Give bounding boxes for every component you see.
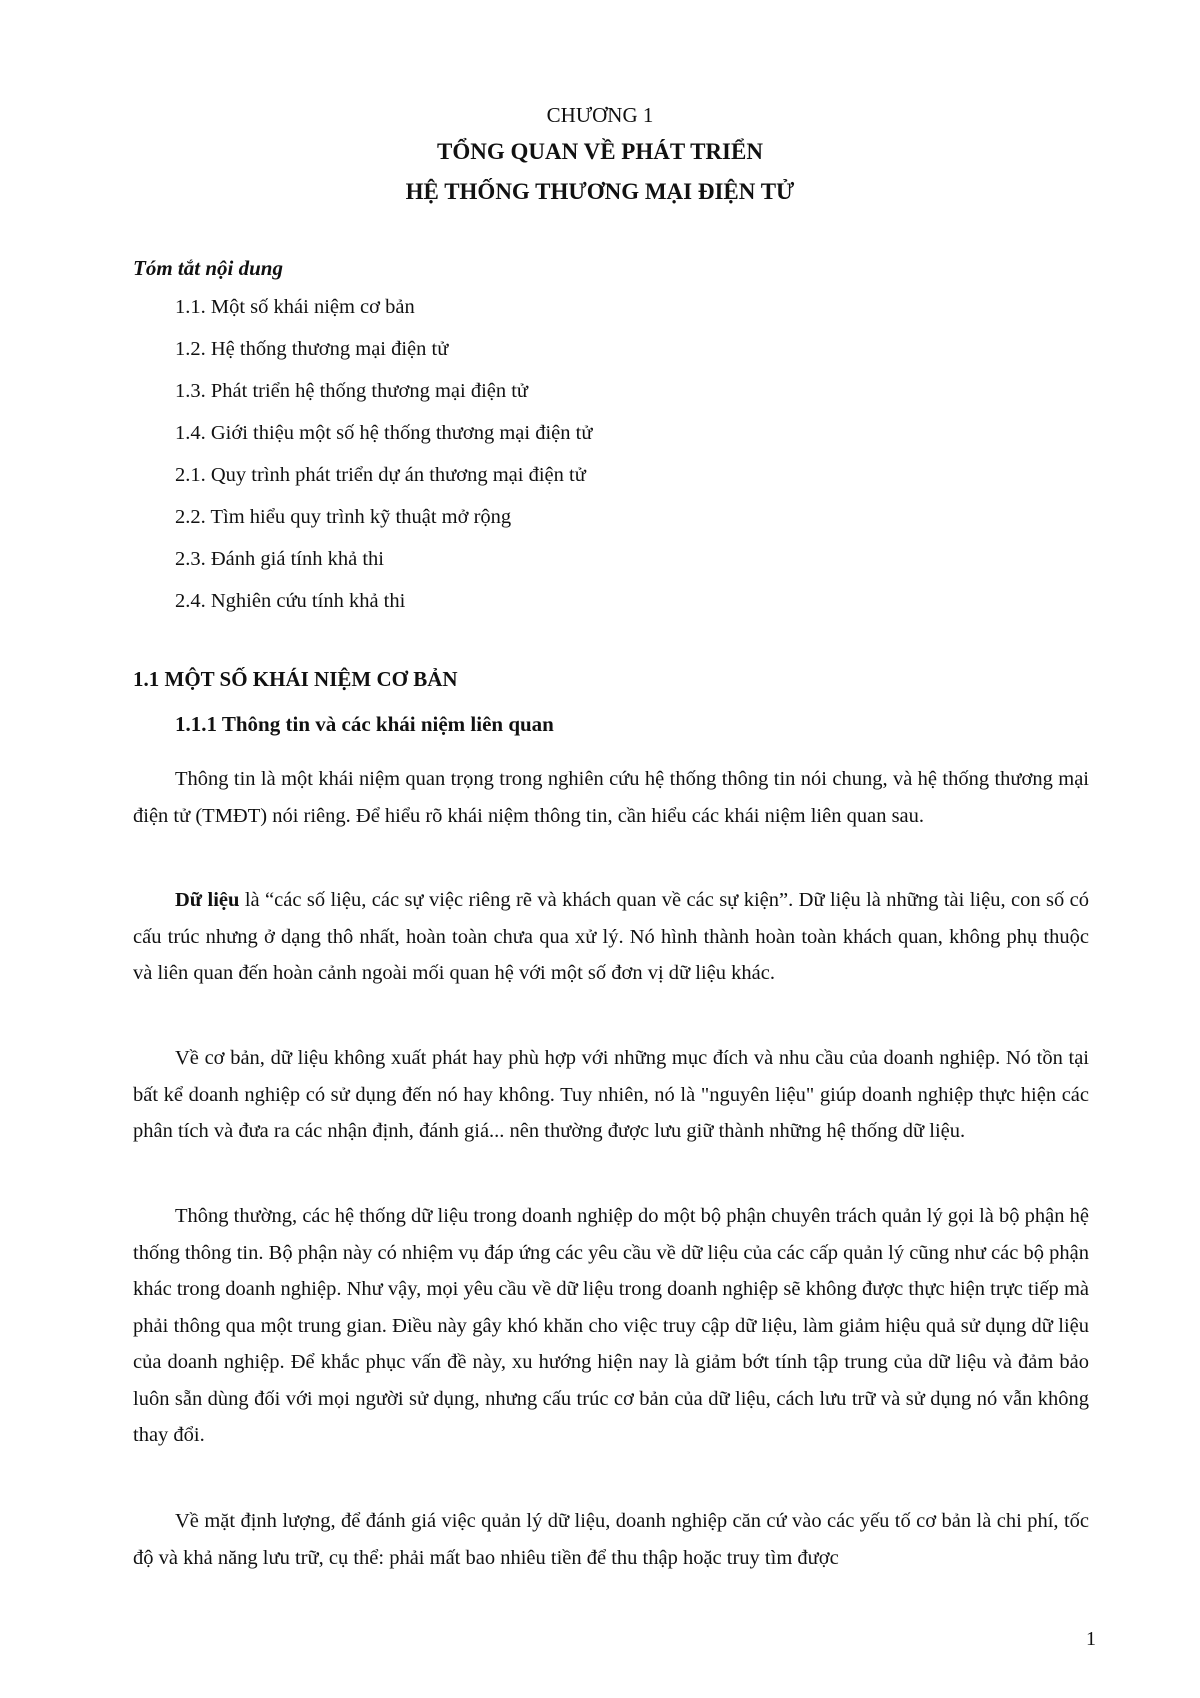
chapter-title-line-1: TỔNG QUAN VỀ PHÁT TRIỂN	[437, 139, 763, 164]
summary-item: 2.4. Nghiên cứu tính khả thi	[175, 590, 406, 612]
term-data: Dữ liệu	[175, 889, 240, 911]
paragraph-data-systems: Thông thường, các hệ thống dữ liệu trong doanh nghiệp do một bộ phận chuyên trách quản lý gọi là bộ phận hệ thống thông tin. Bộ phận này có nhiệm vụ đáp ứng các yêu cầu về dữ liệu của các cấp quản lý cũng như các bộ phận khác trong doanh nghiệp. Như vậy, mọi yêu cầu về dữ liệu trong doanh nghiệp sẽ không được thực hiện trực tiếp mà phải thông qua một trung gian. Điều này gây khó khăn cho việc truy cập dữ liệu, làm giảm hiệu quả sử dụng dữ liệu của doanh nghiệp. Để khắc phục vấn đề này, xu hướng hiện nay là giảm bớt tính tập trung của dữ liệu và đảm bảo luôn sẵn dùng đối với mọi người sử dụng, nhưng cấu trúc cơ bản của dữ liệu, cách lưu trữ và sử dụng nó vẫn không thay đổi.	[133, 1205, 1089, 1446]
summary-item: 2.1. Quy trình phát triển dự án thương mại điện tử	[175, 464, 586, 486]
summary-item: 1.1. Một số khái niệm cơ bản	[175, 296, 415, 318]
summary-list	[175, 293, 592, 629]
summary-item: 1.3. Phát triển hệ thống thương mại điện tử	[175, 380, 529, 402]
page-number: 1	[1086, 1628, 1096, 1650]
paragraph-information: Thông tin là một khái niệm quan trọng trong nghiên cứu hệ thống thông tin nói chung, và hệ thống thương mại điện tử (TMĐT) nói riêng. Để hiểu rõ khái niệm thông tin, cần hiểu các khái niệm liên quan sau.	[133, 768, 1089, 827]
summary-heading: Tóm tắt nội dung	[133, 256, 283, 280]
summary-item: 2.2. Tìm hiểu quy trình kỹ thuật mở rộng	[175, 506, 512, 528]
paragraph-data-definition	[133, 882, 1089, 992]
paragraph-quantitative: Về mặt định lượng, để đánh giá việc quản lý dữ liệu, doanh nghiệp căn cứ vào các yếu tố cơ bản là chi phí, tốc độ và khả năng lưu trữ, cụ thể: phải mất bao nhiêu tiền để thu thập hoặc truy tìm được	[133, 1510, 1089, 1569]
subsection-heading: 1.1.1 Thông tin và các khái niệm liên quan	[175, 712, 554, 736]
summary-item: 1.4. Giới thiệu một số hệ thống thương mại điện tử	[175, 422, 593, 444]
paragraph-data-definition-text: là “các số liệu, các sự việc riêng rẽ và khách quan về các sự kiện”. Dữ liệu là những tài liệu, con số có cấu trúc nhưng ở dạng thô nhất, hoàn toàn chưa qua xử lý. Nó hình thành hoàn toàn khách quan, không phụ thuộc và liên quan đến hoàn cảnh ngoài mối quan hệ với một số đơn vị dữ liệu khác.	[133, 889, 1090, 984]
paragraph-data-basics: Về cơ bản, dữ liệu không xuất phát hay phù hợp với những mục đích và nhu cầu của doanh nghiệp. Nó tồn tại bất kể doanh nghiệp có sử dụng đến nó hay không. Tuy nhiên, nó là "nguyên liệu" giúp doanh nghiệp thực hiện các phân tích và đưa ra các nhận định, đánh giá... nên thường được lưu giữ thành những hệ thống dữ liệu.	[133, 1047, 1089, 1142]
section-heading: 1.1 MỘT SỐ KHÁI NIỆM CƠ BẢN	[133, 667, 458, 691]
summary-item: 2.3. Đánh giá tính khả thi	[175, 548, 384, 570]
summary-item: 1.2. Hệ thống thương mại điện tử	[175, 338, 449, 360]
chapter-title-line-2: HỆ THỐNG THƯƠNG MẠI ĐIỆN TỬ	[405, 179, 795, 204]
chapter-number: CHƯƠNG 1	[546, 103, 654, 127]
